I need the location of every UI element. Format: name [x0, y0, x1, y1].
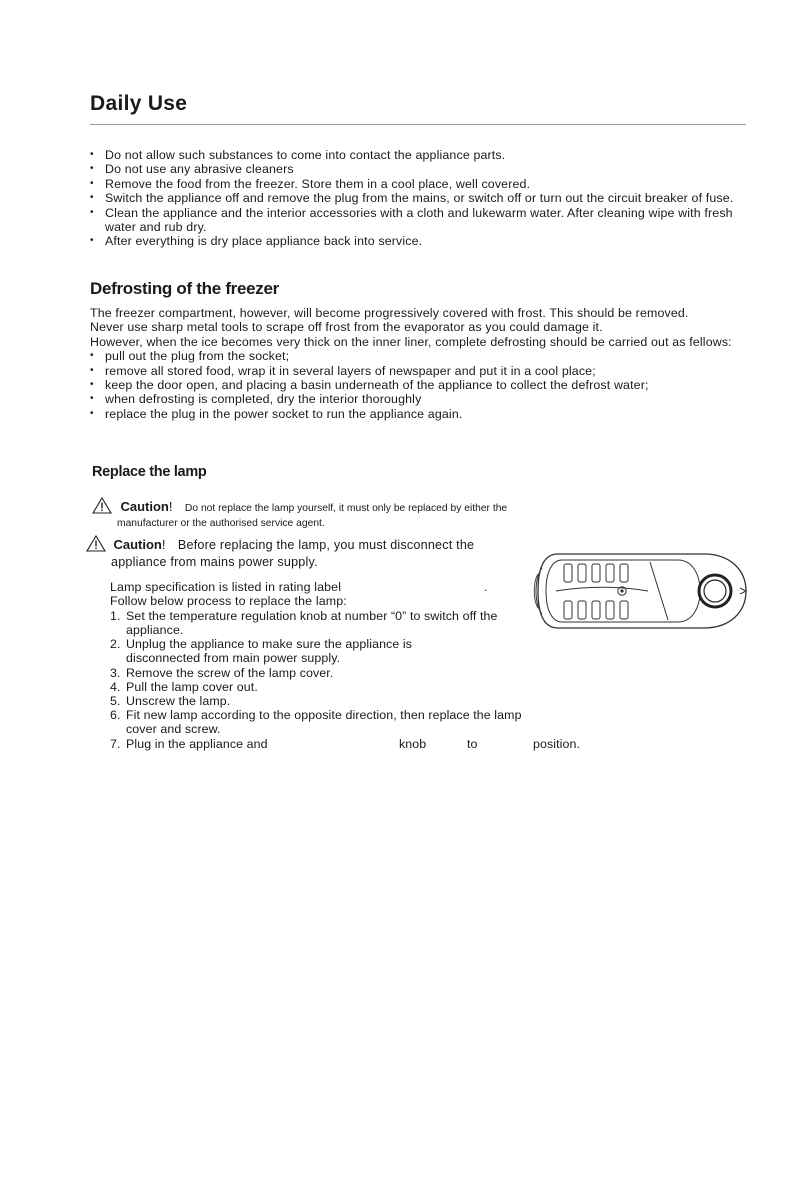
- lamp-cover-illustration: [528, 548, 750, 634]
- step-text: to: [467, 736, 478, 751]
- caution-text: Before replacing the lamp, you: [177, 538, 359, 552]
- caution-emphasis: must disconnect: [358, 538, 453, 552]
- cleaning-list: [90, 148, 750, 249]
- step-number: 1.: [110, 608, 121, 623]
- list-item: [110, 694, 530, 708]
- list-item: • when defrosting is completed, dry the interior thoroughly: [90, 392, 750, 406]
- list-item: [110, 637, 446, 665]
- warning-icon: [86, 535, 106, 552]
- spec-dot: .: [484, 580, 488, 594]
- list-item: • replace the plug in the power socket to run the appliance again.: [90, 407, 750, 421]
- lamp-heading: Replace the lamp: [92, 464, 207, 480]
- caution-label: Caution: [113, 537, 162, 552]
- list-item: [110, 666, 530, 680]
- step-text: position.: [533, 736, 581, 751]
- defrost-paragraph: However, when the ice becomes very thick on the inner liner, complete defrosting should be carried out as fellows:: [90, 334, 732, 349]
- step-number: 5.: [110, 694, 121, 709]
- step-text: knob: [399, 736, 427, 751]
- list-item: [110, 680, 530, 694]
- step-number: 7.: [110, 736, 121, 751]
- step-text: Pull the lamp cover out.: [126, 679, 258, 694]
- list-item: • keep the door open, and placing a basin underneath of the appliance to collect the defrost water;: [90, 378, 750, 392]
- step-number: 4.: [110, 679, 121, 694]
- step-text: Unscrew the lamp.: [126, 694, 231, 709]
- step-text: Remove the screw of the lamp cover.: [126, 665, 334, 680]
- defrost-list: [90, 349, 750, 421]
- caution-text-line2: manufacturer or the authorised service agent.: [117, 518, 325, 529]
- list-item: • Switch the appliance off and remove the plug from the mains, or switch off or turn out the circuit breaker of fuse.: [90, 191, 750, 205]
- list-item: [110, 708, 546, 736]
- list-item: [110, 737, 616, 751]
- defrost-heading: Defrosting of the freezer: [90, 279, 279, 298]
- warning-icon: [92, 497, 112, 514]
- steps-list: [110, 608, 581, 751]
- list-item: • Clean the appliance and the interior accessories with a cloth and lukewarm water. After cleaning wipe with fresh water and rub dry.: [90, 206, 750, 235]
- defrost-section: [90, 306, 750, 421]
- defrost-paragraph: The freezer compartment, however, will become progressively covered with frost. This should be removed.: [90, 306, 689, 320]
- step-text: Set the temperature regulation knob at number “0” to switch off the appliance.: [126, 608, 498, 638]
- list-item: • Remove the food from the freezer. Store them in a cool place, well covered.: [90, 177, 750, 191]
- step-text: Plug in the appliance and: [126, 736, 268, 751]
- caution-note-1: [92, 497, 572, 530]
- list-item: • pull out the plug from the socket;: [90, 349, 750, 363]
- spec-line: [110, 580, 530, 594]
- caution-text-line2: appliance from mains power supply.: [111, 555, 318, 569]
- defrost-paragraph: Never use sharp metal tools to scrape off frost from the evaporator as you could damage it.: [90, 320, 603, 335]
- caution-mark: !: [161, 537, 166, 552]
- spec-text: Lamp specification is listed in rating label: [110, 580, 342, 594]
- lamp-procedure: [110, 580, 581, 751]
- step-number: 2.: [110, 637, 121, 652]
- list-item: • Do not use any abrasive cleaners: [90, 162, 750, 176]
- title-divider: [90, 124, 746, 125]
- list-item: • After everything is dry place appliance back into service.: [90, 234, 750, 248]
- caution-label: Caution: [120, 499, 169, 514]
- page-title: Daily Use: [90, 92, 188, 115]
- process-line: Follow below process to replace the lamp:: [110, 594, 347, 609]
- step-text: Unplug the appliance to make sure the appliance is disconnected from main power supply.: [126, 637, 413, 666]
- step-number: 3.: [110, 665, 121, 680]
- list-item: [110, 609, 516, 637]
- step-text: Fit new lamp according to the opposite direction, then replace the lamp cover and screw.: [126, 708, 522, 737]
- step-number: 6.: [110, 708, 121, 723]
- caution-text-end: the: [452, 538, 475, 552]
- list-item: • remove all stored food, wrap it in several layers of newspaper and put it in a cool place;: [90, 364, 750, 378]
- caution-mark: !: [168, 499, 173, 514]
- list-item: • Do not allow such substances to come into contact the appliance parts.: [90, 148, 750, 162]
- caution-note-2: [86, 535, 526, 569]
- caution-text: Do not replace the lamp yourself, it must only be replaced by either the: [184, 503, 508, 514]
